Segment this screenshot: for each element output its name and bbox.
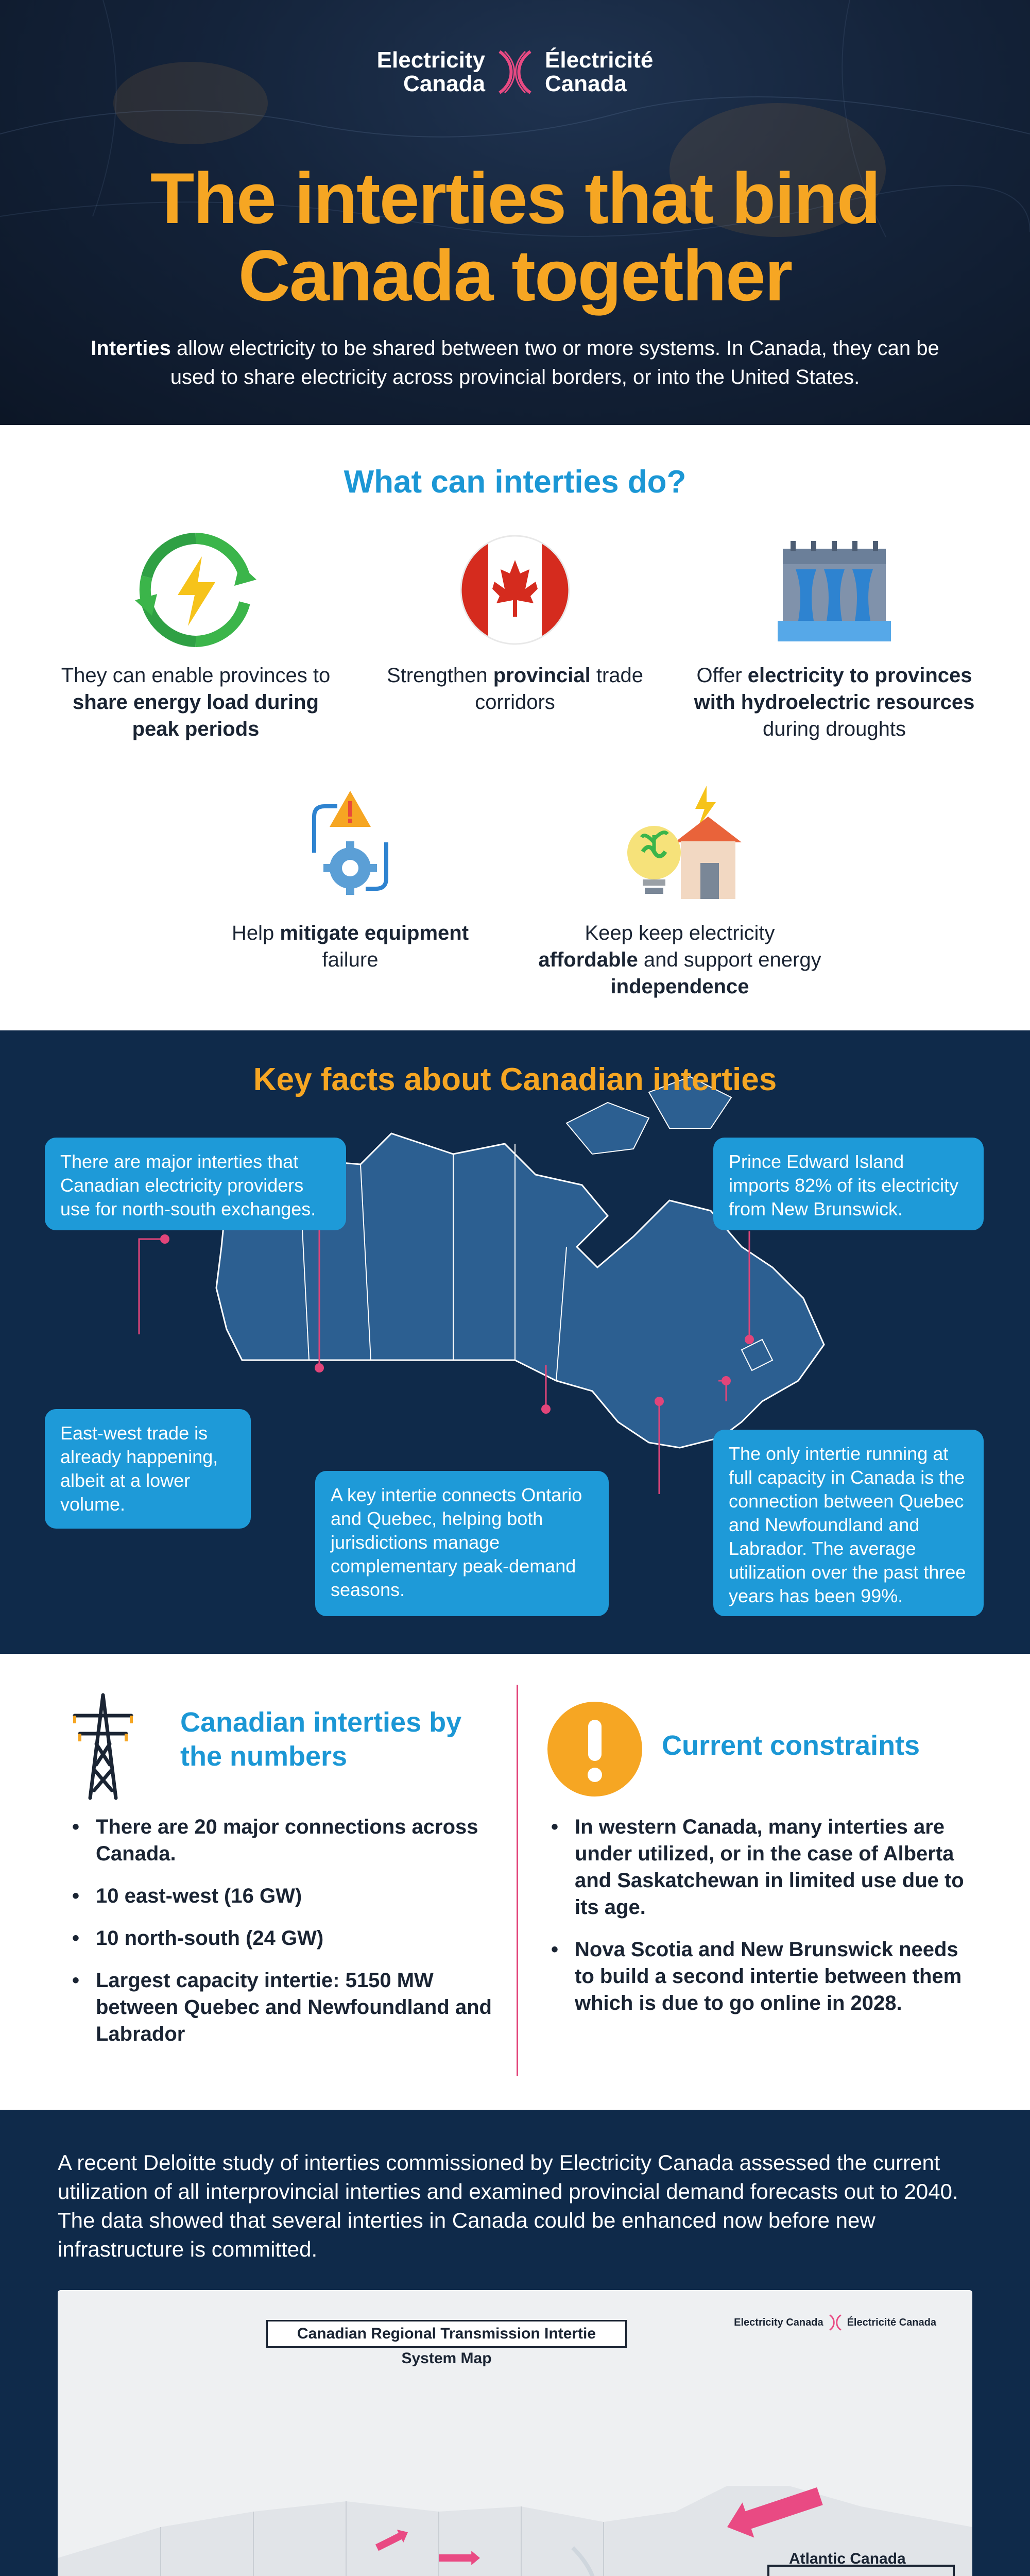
- map-title: Canadian Regional Transmission Intertie System Map: [266, 2320, 627, 2348]
- section-title: What can interties do?: [344, 464, 686, 500]
- list-item: • Nova Scotia and New Brunswick needs to build a second intertie between them which is due to go online in 2028.: [546, 1936, 978, 2016]
- mini-logo: Electricity Canada Électricité Canada: [734, 2313, 936, 2332]
- what-can-interties-do-section: [0, 425, 1030, 1030]
- benefit-trade-corridors: Strengthen provincial trade corridors: [371, 528, 659, 716]
- study-paragraph: A recent Deloitte study of interties commissioned by Electricity Canada assessed the current utilization of all interprovincial interties and examined provincial demand forecasts out to 2040. The data showed that several interties in Canada could be enhanced now before new infrastructure is committed.: [58, 2150, 958, 2261]
- fact-ontario-quebec: A key intertie connects Ontario and Quebec, helping both jurisdictions manage complementary peak-demand seasons.: [315, 1471, 609, 1616]
- page-title: The interties that bind Canada together: [150, 158, 880, 316]
- constraints-title: Current constraints: [662, 1730, 920, 1761]
- deloitte-study-section: [0, 2110, 1030, 2576]
- list-item: • In western Canada, many interties are under utilized, or in the case of Alberta and Saskatchewan in limited use due to its age.: [546, 1814, 978, 1921]
- logo-text-en: Electricity Canada: [376, 47, 485, 96]
- intertie-system-map: [58, 2290, 972, 2576]
- list-item: • Largest capacity intertie: 5150 MW between Quebec and Newfoundland and Labrador: [67, 1967, 500, 2047]
- fact-east-west: East-west trade is already happening, albeit at a lower volume.: [45, 1409, 251, 1529]
- intertie-arrow-5: [439, 2551, 480, 2565]
- exclamation-icon: [546, 1700, 644, 1798]
- intro-paragraph: Interties allow electricity to be shared between two or more systems. In Canada, they can be used to share electricity across provincial borders, or into the United States.: [91, 337, 939, 388]
- constraints-list: [546, 1814, 978, 2032]
- electricity-canada-logo: [0, 46, 1030, 98]
- numbers-constraints-section: [0, 1654, 1030, 2110]
- section-title: Key facts about Canadian interties: [253, 1062, 777, 1097]
- fact-full-capacity: The only intertie running at full capacity in Canada is the connection between Quebec and Newfoundland and Labrador. The average utilization over the past three years has been 99%.: [713, 1430, 984, 1616]
- column-divider: [517, 1685, 518, 2076]
- logo-mark-icon: [494, 46, 536, 98]
- transmission-tower-icon: [70, 1692, 136, 1801]
- list-item: • 10 east-west (16 GW): [67, 1883, 500, 1909]
- atlantic-canada-label: Atlantic Canada: [789, 2550, 906, 2567]
- canada-flag-icon: [453, 528, 577, 652]
- fact-north-south: There are major interties that Canadian electricity providers use for north-south exchanges.: [45, 1138, 346, 1230]
- hydro-dam-icon: [772, 528, 896, 652]
- benefit-affordable-independence: Keep keep electricity affordable and support energy independence: [536, 786, 824, 1000]
- intertie-arrow-4: [375, 2530, 408, 2551]
- list-item: • 10 north-south (24 GW): [67, 1925, 500, 1952]
- hero-header: [0, 0, 1030, 425]
- list-item: • There are 20 major connections across Canada.: [67, 1814, 500, 1867]
- fact-pei-imports: Prince Edward Island imports 82% of its electricity from New Brunswick.: [713, 1138, 984, 1230]
- energy-cycle-icon: [134, 528, 258, 652]
- benefit-equipment-failure: Help mitigate equipment failure: [206, 786, 494, 973]
- house-bulb-icon: [618, 786, 742, 909]
- logo-text-fr: Électricité Canada: [545, 47, 654, 96]
- alert-gear-icon: [288, 786, 412, 909]
- key-facts-section: [0, 1030, 1030, 1654]
- numbers-list: [67, 1814, 500, 2063]
- numbers-title: Canadian interties by the numbers: [180, 1707, 462, 1772]
- intertie-arrow-17: [727, 2487, 823, 2538]
- benefit-hydro-droughts: Offer electricity to provinces with hydroelectric resources during droughts: [690, 528, 978, 742]
- benefit-peak-load: They can enable provinces to share energy load during peak periods: [52, 528, 340, 742]
- logo-mark-icon: [828, 2313, 843, 2332]
